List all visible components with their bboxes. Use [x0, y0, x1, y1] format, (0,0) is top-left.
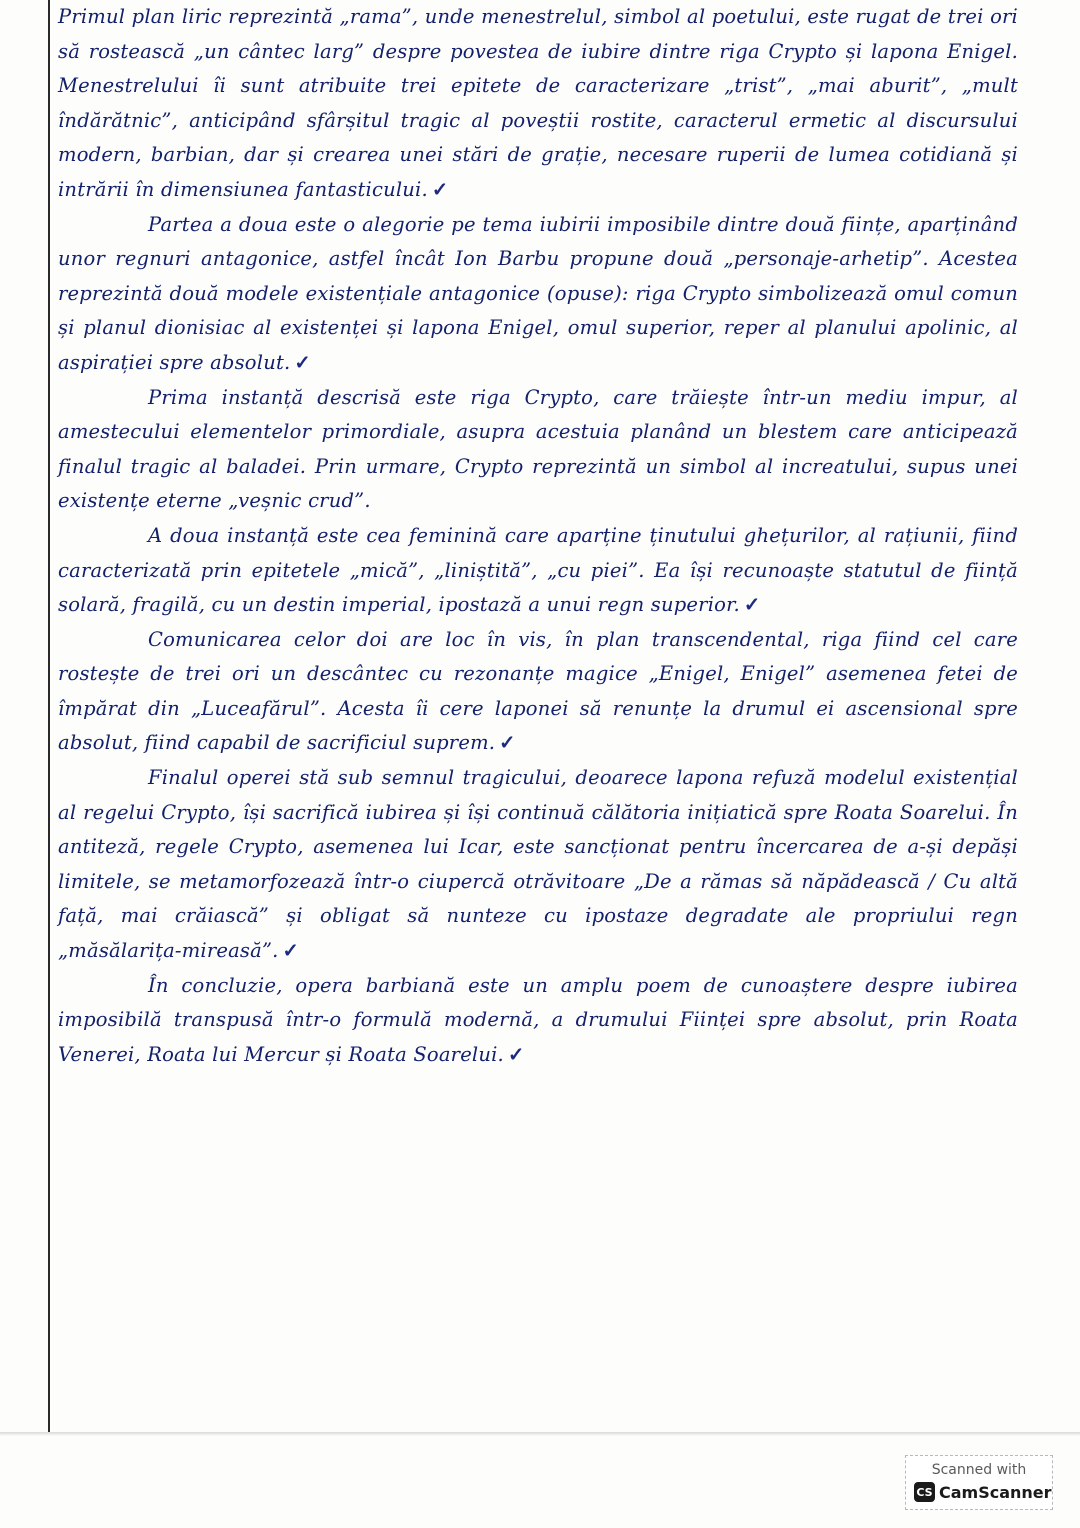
check-mark-icon: ✓ — [294, 350, 311, 374]
paragraph-text: În concluzie, opera barbiană este un amplu poem de cunoaștere despre iubirea imposibilă transpusă într-o formulă modernă, a drumului Ființei spre absolut, prin Roata Venerei, Roata lui Mercur și Roata Soarelui. — [58, 973, 1018, 1066]
camscanner-watermark — [905, 1455, 1053, 1510]
paragraph-text: Primul plan liric reprezintă „rama”, unde menestrelul, simbol al poetului, este rugat de trei ori să rostească „un cântec larg” despre povestea de iubire dintre riga Crypto și lapona Enigel. Menestrelului îi sunt atribuite trei epitete de caracterizare „trist”, „mai aburit”, „mult îndărătnic”, anticipând sfârșitul tragic al poveștii rostite, caracterul ermetic al discursului modern, barbian, dar și crearea unei stări de grație, necesare ruperii de lumea cotidiană și intrării în dimensiunea fantasticului. — [58, 5, 1018, 201]
check-mark-icon: ✓ — [282, 939, 300, 963]
paragraph-5 — [58, 623, 1018, 761]
paragraph-text: A doua instanță este cea feminină care aparține ținutului ghețurilor, al rațiunii, fiind caracterizată prin epitetele „mică”, „liniștită”, „cu piei”. Ea își recunoaște statutul de ființă solară, fragilă, cu un destin imperial, ipostază a unui regn superior. — [58, 523, 1018, 617]
paragraph-text: Partea a doua este o alegorie pe tema iubirii imposibile dintre două ființe, aparținând unor regnuri antagonice, astfel încât Ion Barbu propune două „personaje-arhetip”. Acestea reprezintă două modele existențiale antagonice (opuse): riga Crypto simbolizează omul comun și planul dionisiac al existenței și lapona Enigel, omul superior, reper al planului apolinic, al aspirației spre absolut. — [58, 212, 1018, 374]
check-mark-icon: ✓ — [743, 593, 761, 617]
handwritten-essay — [58, 0, 1018, 1072]
page-bottom-edge — [0, 1432, 1080, 1436]
watermark-brand-row — [914, 1482, 1052, 1502]
paragraph-text: Prima instanță descrisă este riga Crypto, care trăiește într-un mediu impur, al amestecului elementelor primordiale, asupra acestuia planând un blestem care anticipează finalul tragic al baladei. Prin urmare, Crypto reprezintă un simbol al increatului, supus unei existențe eterne „veșnic crud”. — [58, 385, 1018, 513]
paragraph-text: Finalul operei stă sub semnul tragicului, deoarece lapona refuză modelul existențial al regelui Crypto, își sacrifică iubirea și își continuă călătoria inițiatică spre Roata Soarelui. În antiteză, regele Crypto, asemenea lui Icar, este sancționat pentru încercarea de a-și depăși limitele, se metamorfozează într-o ciupercă otrăvitoare „De a rămas să năpădească / Cu altă față, mai crăiască” și obligat să nunteze cu ipostaze degradate ale propriului regn „măsălarița-mireasă”. — [58, 766, 1018, 963]
check-mark-icon: ✓ — [507, 1042, 525, 1066]
paragraph-1 — [58, 0, 1018, 208]
paragraph-text: Comunicarea celor doi are loc în vis, în plan transcendental, riga fiind cel care rostește de trei ori un descântec cu rezonanțe magice „Enigel, Enigel” asemenea fetei de împărat din „Luceafărul”. Acesta îi cere laponei să renunțe la drumul ei ascensional spre absolut, fiind capabil de sacrificiul suprem. — [58, 627, 1018, 755]
watermark-brand: CamScanner — [939, 1482, 1052, 1502]
paragraph-2 — [58, 208, 1018, 381]
margin-line — [48, 0, 50, 1435]
camscanner-logo-icon: CS — [914, 1482, 935, 1502]
paragraph-3 — [58, 381, 1018, 519]
watermark-caption: Scanned with — [931, 1462, 1027, 1478]
paragraph-7 — [58, 969, 1018, 1073]
paragraph-6 — [58, 761, 1018, 969]
check-mark-icon: ✓ — [431, 177, 449, 201]
check-mark-icon: ✓ — [499, 731, 516, 755]
paragraph-4 — [58, 519, 1018, 623]
